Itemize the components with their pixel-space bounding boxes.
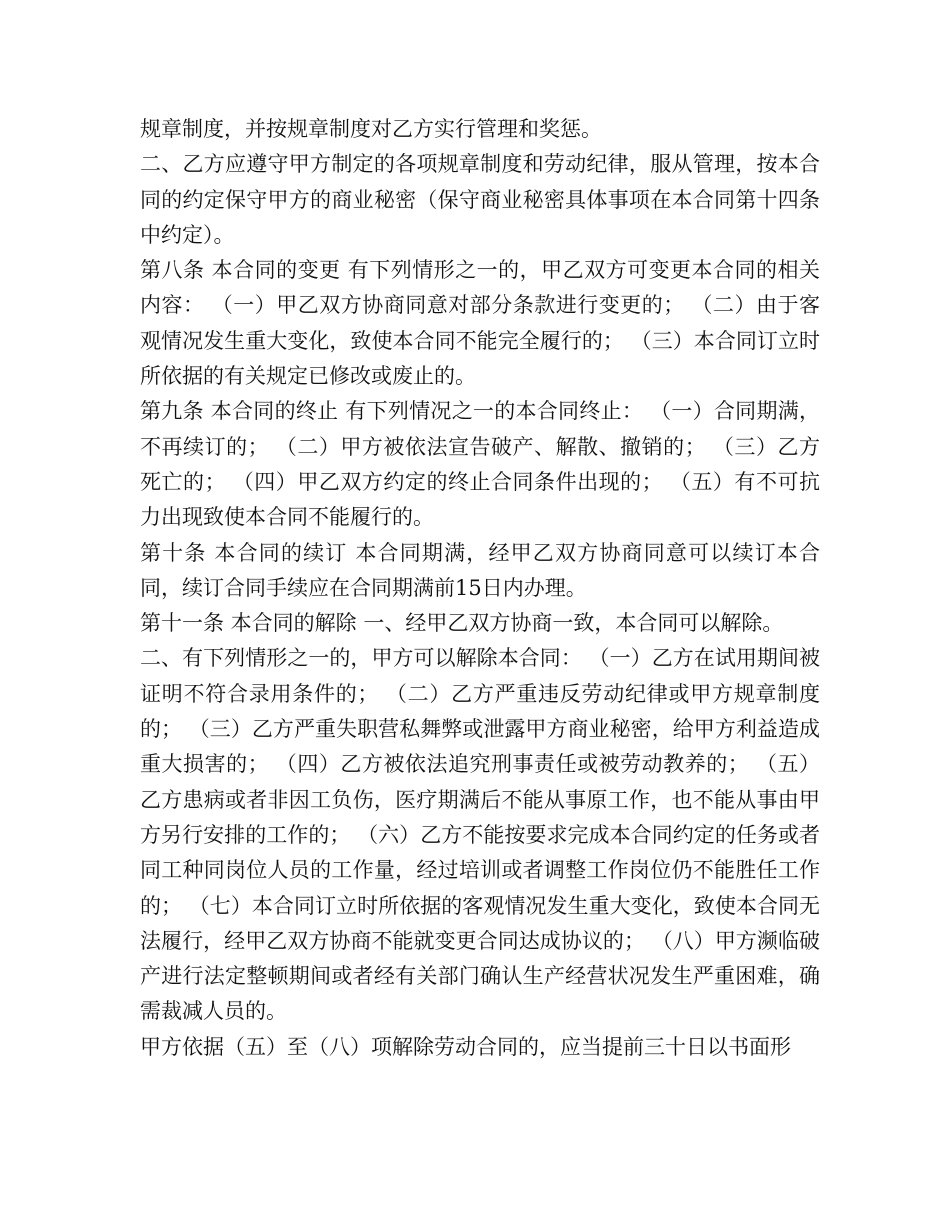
paragraph-article-11-dissolution: 第十一条 本合同的解除 一、经甲乙双方协商一致，本合同可以解除。	[140, 611, 784, 636]
paragraph-employee-obligations: 二、乙方应遵守甲方制定的各项规章制度和劳动纪律，服从管理，按本合同的约定保守甲方的商业秘密（保守商业秘密具体事项在本合同第十四条中约定）。	[140, 152, 820, 247]
document-body	[140, 112, 820, 1065]
paragraph-notice-requirement: 甲方依据（五）至（八）项解除劳动合同的，应当提前三十日以书面形	[140, 1034, 791, 1059]
paragraph-article-9-termination: 第九条 本合同的终止 有下列情况之一的本合同终止： （一）合同期满，不再续订的； （二）甲方被依法宣告破产、解散、撤销的； （三）乙方死亡的； （四）甲乙双方约定的终止合同条件出现的； （五）有不可抗力出现致使本合同不能履行的。	[140, 399, 820, 530]
paragraph-employer-dissolution-cases: 二、有下列情形之一的，甲方可以解除本合同： （一）乙方在试用期间被证明不符合录用条件的； （二）乙方严重违反劳动纪律或甲方规章制度的； （三）乙方严重失职营私舞弊或泄露甲方商业秘密，给甲方利益造成重大损害的； （四）乙方被依法追究刑事责任或被劳动教养的； （五）乙方患病或者非因工负伤，医疗期满后不能从事原工作，也不能从事由甲方另行安排的工作的； （六）乙方不能按要求完成本合同约定的任务或者同工种同岗位人员的工作量，经过培训或者调整工作岗位仍不能胜任工作的； （七）本合同订立时所依据的客观情况发生重大变化，致使本合同无法履行，经甲乙双方协商不能就变更合同达成协议的； （八）甲方濒临破产进行法定整顿期间或者经有关部门确认生产经营状况发生严重困难，确需裁减人员的。	[140, 646, 820, 1024]
paragraph-article-10-renewal: 第十条 本合同的续订 本合同期满，经甲乙双方协商同意可以续订本合同，续订合同手续应在合同期满前15日内办理。	[140, 540, 820, 600]
paragraph-rules-continuation: 规章制度，并按规章制度对乙方实行管理和奖惩。	[140, 117, 602, 141]
paragraph-article-8-modification: 第八条 本合同的变更 有下列情形之一的，甲乙双方可变更本合同的相关内容： （一）甲乙双方协商同意对部分条款进行变更的； （二）由于客观情况发生重大变化，致使本合同不能完全履行的； （三）本合同订立时所依据的有关规定已修改或废止的。	[140, 258, 820, 389]
